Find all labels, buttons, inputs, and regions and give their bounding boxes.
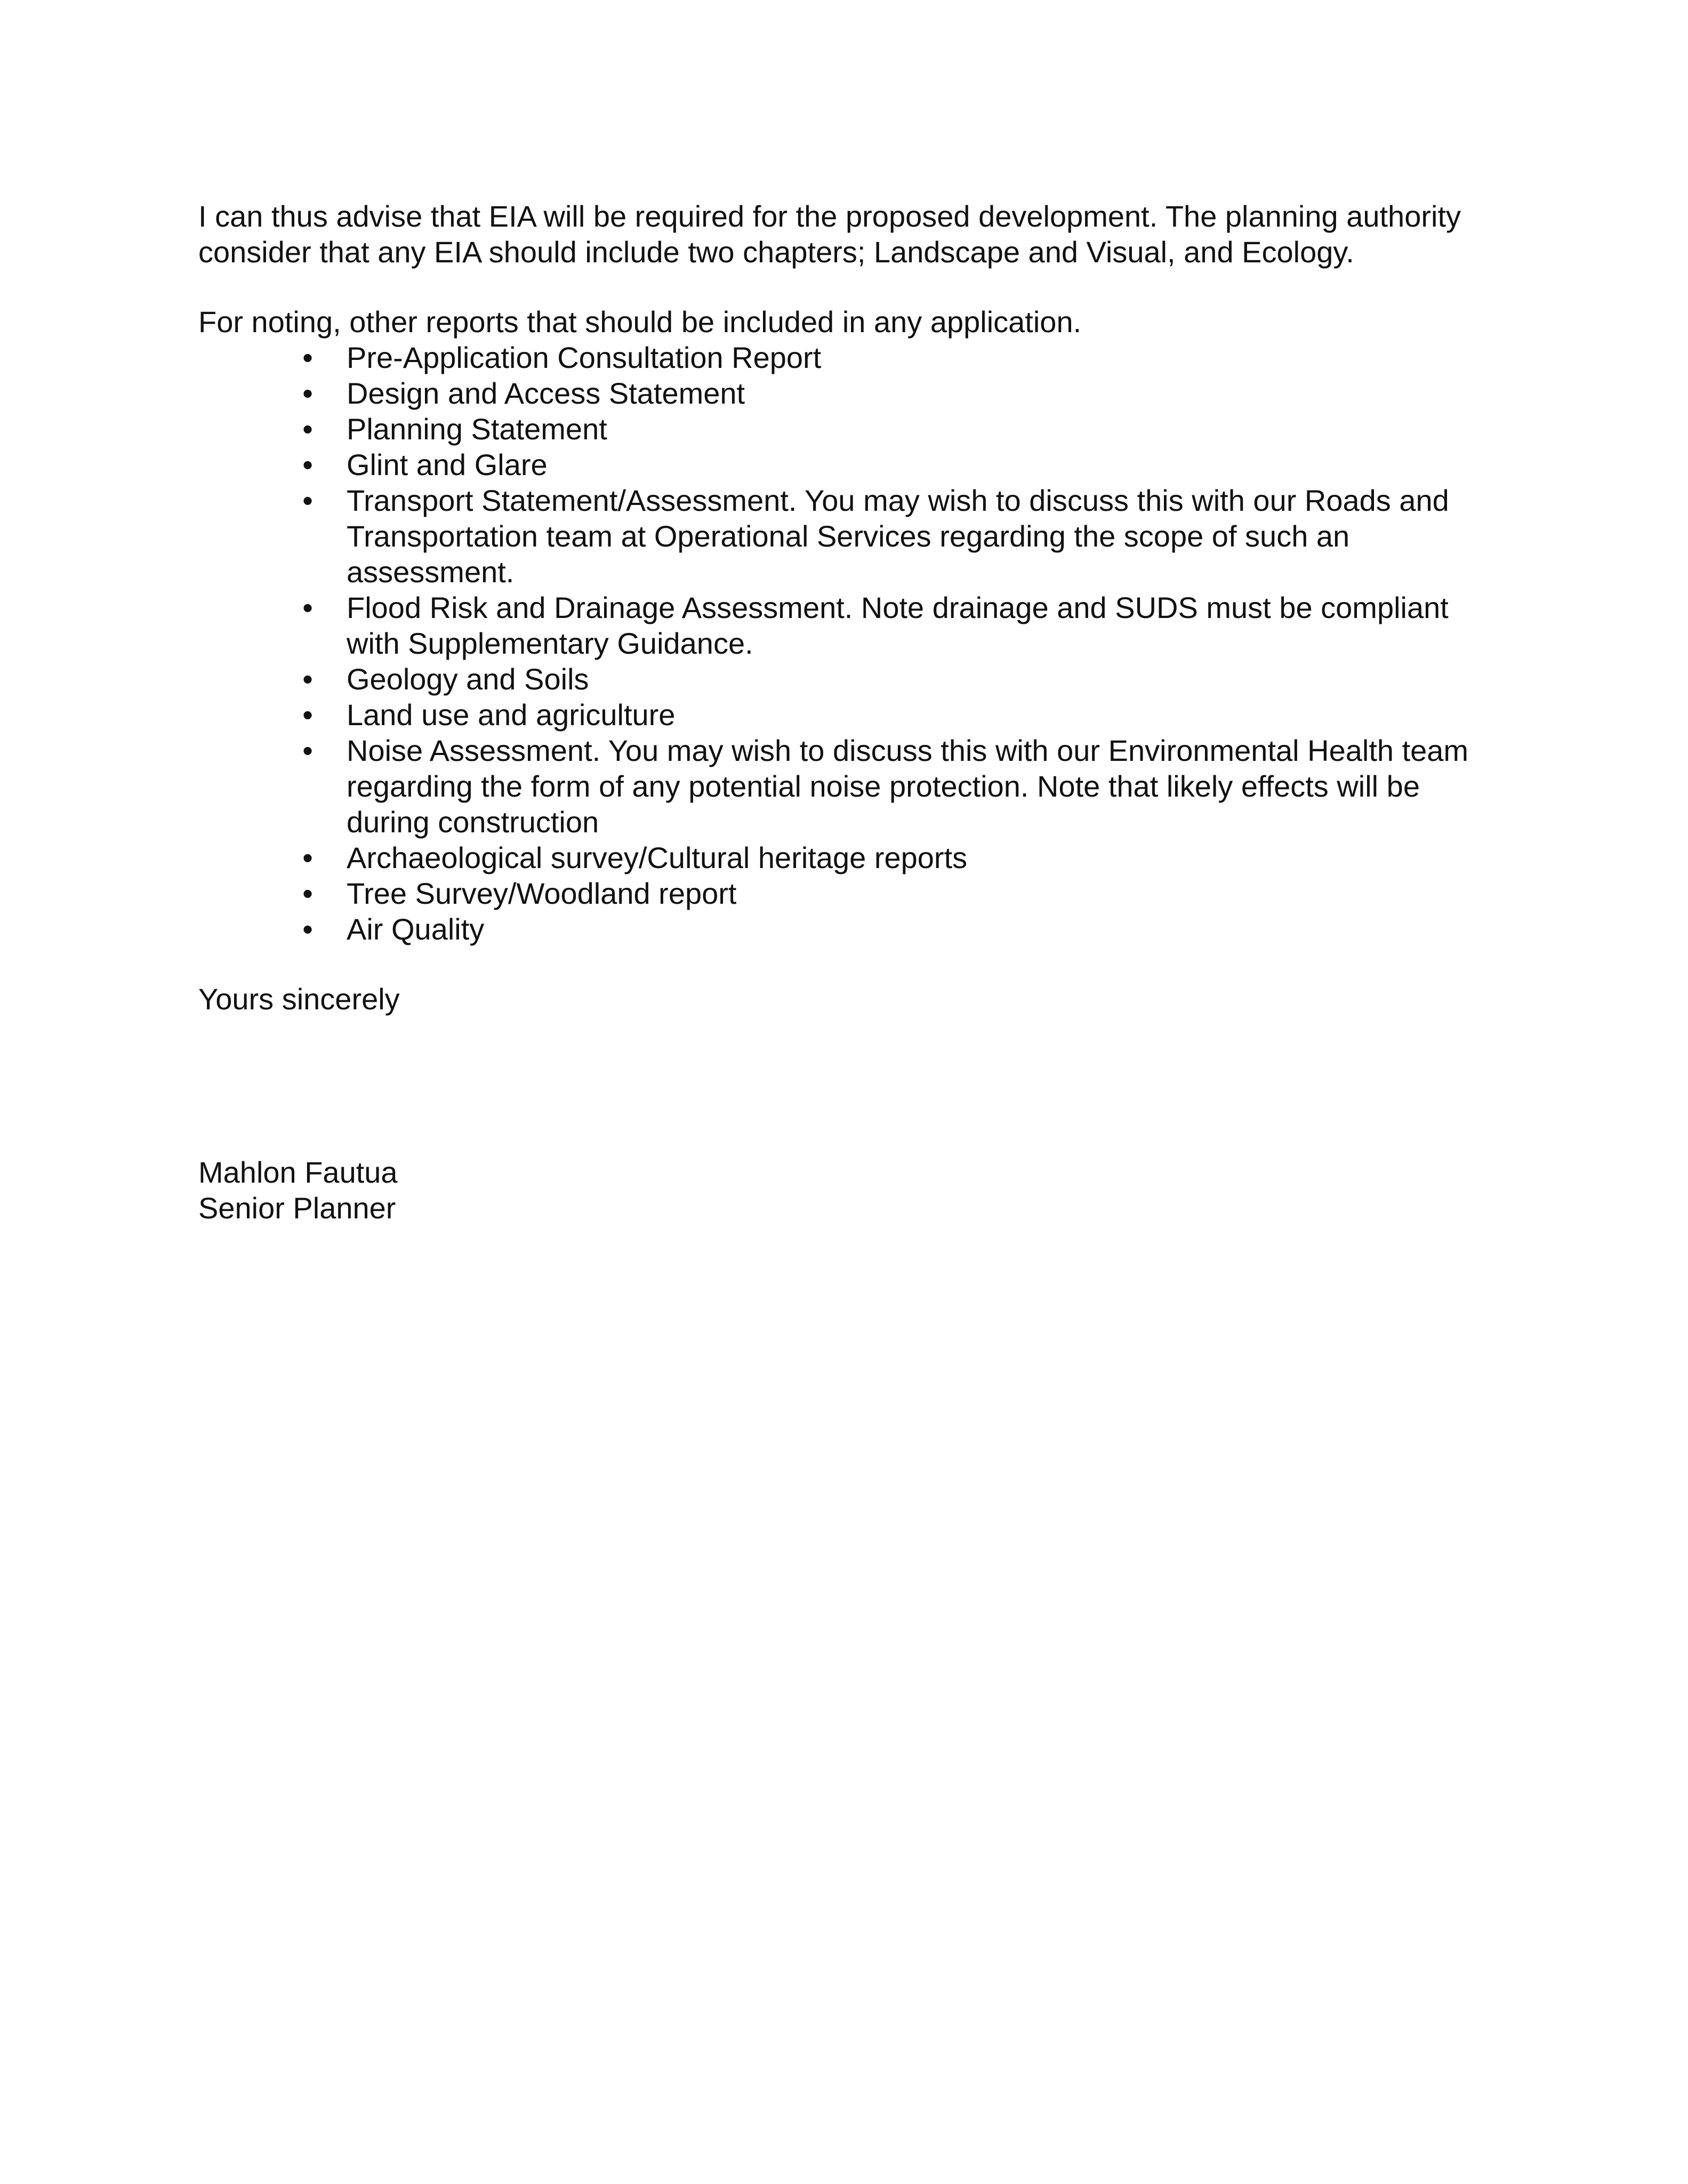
bullet-icon: • [302,591,313,624]
list-item-text: Archaeological survey/Cultural heritage reports [347,841,968,874]
bullet-icon: • [302,912,313,946]
bullet-icon: • [302,448,313,481]
list-item-text: Transport Statement/Assessment. You may wish to discuss this with our Roads and Transportation team at Operational Services regarding the scope of such an assessment. [347,484,1449,589]
closing-salutation: Yours sincerely [198,982,400,1016]
list-item [198,661,1489,697]
list-item-text: Land use and agriculture [347,698,676,732]
list-item [198,733,1489,840]
list-item-text: Glint and Glare [347,448,548,481]
list-item [198,911,1489,947]
bullet-icon: • [302,412,313,446]
list-item [198,483,1489,590]
signature-block [198,1154,1489,1226]
bullet-icon: • [302,734,313,767]
list-item-text: Planning Statement [347,412,607,446]
list-item [198,340,1489,375]
intro-paragraph: I can thus advise that EIA will be required for the proposed development. The planning authority consider that any EIA should include two chapters; Landscape and Visual, and Ecology. [198,199,1461,269]
reports-list-lead: For noting, other reports that should be included in any application. [198,305,1082,339]
list-item-text: Geology and Soils [347,662,589,696]
bullet-icon: • [302,662,313,696]
list-item-text: Flood Risk and Drainage Assessment. Note drainage and SUDS must be compliant with Supplementary Guidance. [347,591,1449,660]
list-item-text: Noise Assessment. You may wish to discuss this with our Environmental Health team regarding the form of any potential noise protection. Note that likely effects will be during construction [347,734,1469,839]
list-item [198,697,1489,733]
bullet-icon: • [302,341,313,374]
signatory-name: Mahlon Fautua [198,1155,398,1189]
list-item-text: Design and Access Statement [347,376,745,410]
list-item-text: Air Quality [347,912,485,946]
bullet-icon: • [302,376,313,410]
bullet-icon: • [302,877,313,910]
list-item [198,840,1489,876]
list-item [198,876,1489,911]
list-item [198,411,1489,447]
bullet-icon: • [302,841,313,874]
list-item-text: Tree Survey/Woodland report [347,877,737,910]
bullet-icon: • [302,484,313,517]
list-item [198,590,1489,661]
reports-list [198,340,1489,947]
list-item [198,447,1489,483]
bullet-icon: • [302,698,313,732]
list-item [198,375,1489,411]
list-item-text: Pre-Application Consultation Report [347,341,822,374]
signatory-title: Senior Planner [198,1191,396,1225]
letter-body [198,198,1489,1226]
